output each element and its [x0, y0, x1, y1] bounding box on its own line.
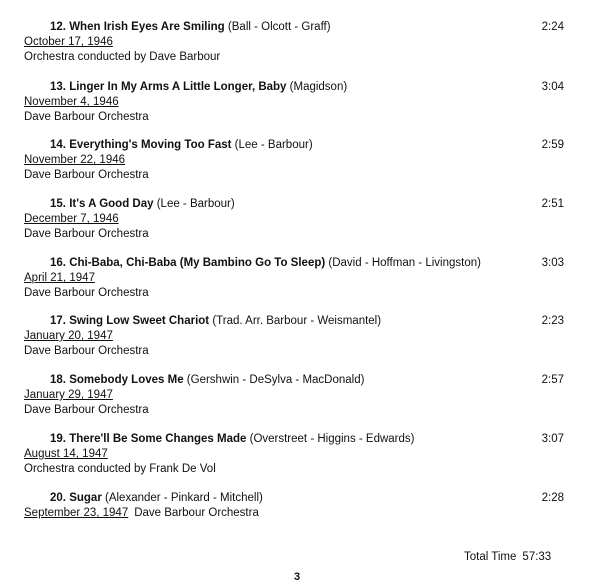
recording-date: December 7, 1946 — [24, 213, 119, 225]
track-13 — [24, 80, 564, 125]
track-credits: (Trad. Arr. Barbour - Weismantel) — [212, 315, 382, 327]
track-title: When Irish Eyes Are Smiling — [69, 21, 225, 33]
track-title: Chi-Baba, Chi-Baba (My Bambino Go To Sleep) — [69, 257, 326, 269]
track-duration: 3:07 — [541, 433, 564, 445]
recording-date: October 17, 1946 — [24, 36, 113, 48]
track-credits: (Magidson) — [289, 81, 348, 93]
track-title-line — [24, 138, 564, 153]
track-credits: (Alexander - Pinkard - Mitchell) — [105, 492, 263, 504]
track-title-text — [50, 197, 235, 212]
track-title-text — [50, 256, 481, 271]
recording-date: January 29, 1947 — [24, 389, 113, 401]
performer: Orchestra conducted by Frank De Vol — [24, 463, 216, 475]
track-duration: 3:03 — [541, 257, 564, 269]
track-credits: (Lee - Barbour) — [156, 198, 235, 210]
track-15 — [24, 197, 564, 242]
track-duration: 2:28 — [541, 492, 564, 504]
track-title: Sugar — [69, 492, 102, 504]
track-number: 13. — [50, 81, 66, 93]
track-19 — [24, 432, 564, 477]
track-title: Somebody Loves Me — [69, 374, 184, 386]
track-credits: (Overstreet - Higgins - Edwards) — [249, 433, 415, 445]
track-number: 12. — [50, 21, 66, 33]
recording-date: April 21, 1947 — [24, 272, 95, 284]
recording-date: September 23, 1947 — [24, 507, 129, 519]
track-credits: (Gershwin - DeSylva - MacDonald) — [186, 374, 365, 386]
track-title-text — [50, 314, 381, 329]
performer: Dave Barbour Orchestra — [134, 507, 259, 519]
track-title: There'll Be Some Changes Made — [69, 433, 247, 445]
track-title-text — [50, 373, 364, 388]
track-16 — [24, 256, 564, 301]
track-number: 18. — [50, 374, 66, 386]
track-number: 15. — [50, 198, 66, 210]
track-title: It's A Good Day — [69, 198, 154, 210]
track-title-line — [24, 256, 564, 271]
track-title-line — [24, 20, 564, 35]
track-duration: 2:51 — [541, 198, 564, 210]
total-time-value: 57:33 — [522, 551, 552, 563]
track-title-line — [24, 491, 564, 506]
performer: Dave Barbour Orchestra — [24, 404, 149, 416]
track-title-line — [24, 197, 564, 212]
total-time-label: Total Time — [464, 551, 517, 563]
performer: Dave Barbour Orchestra — [24, 287, 149, 299]
track-title-text — [50, 20, 331, 35]
track-18 — [24, 373, 564, 418]
track-credits: (Ball - Olcott - Graff) — [227, 21, 331, 33]
track-duration: 2:57 — [541, 374, 564, 386]
track-title: Swing Low Sweet Chariot — [69, 315, 210, 327]
track-duration: 2:24 — [541, 21, 564, 33]
track-title: Linger In My Arms A Little Longer, Baby — [69, 81, 287, 93]
track-duration: 2:23 — [541, 315, 564, 327]
track-title-line — [24, 314, 564, 329]
recording-date: January 20, 1947 — [24, 330, 113, 342]
recording-date: November 4, 1946 — [24, 96, 119, 108]
recording-date: August 14, 1947 — [24, 448, 108, 460]
track-title-text — [50, 432, 414, 447]
track-number: 20. — [50, 492, 66, 504]
recording-date: November 22, 1946 — [24, 154, 126, 166]
performer: Dave Barbour Orchestra — [24, 345, 149, 357]
track-credits: (Lee - Barbour) — [234, 139, 313, 151]
performer: Dave Barbour Orchestra — [24, 111, 149, 123]
track-title-line — [24, 432, 564, 447]
page-number: 3 — [294, 571, 301, 583]
track-number: 19. — [50, 433, 66, 445]
track-20 — [24, 491, 564, 521]
track-number: 14. — [50, 139, 66, 151]
track-title-text — [50, 491, 263, 506]
track-title-line — [24, 80, 564, 95]
performer: Orchestra conducted by Dave Barbour — [24, 51, 221, 63]
track-number: 17. — [50, 315, 66, 327]
track-12 — [24, 20, 564, 65]
track-14 — [24, 138, 564, 183]
track-title-text — [50, 138, 313, 153]
track-title-line — [24, 373, 564, 388]
performer: Dave Barbour Orchestra — [24, 169, 149, 181]
track-17 — [24, 314, 564, 359]
track-credits: (David - Hoffman - Livingston) — [328, 257, 481, 269]
track-number: 16. — [50, 257, 66, 269]
total-time — [464, 550, 551, 565]
track-duration: 2:59 — [541, 139, 564, 151]
performer: Dave Barbour Orchestra — [24, 228, 149, 240]
track-duration: 3:04 — [541, 81, 564, 93]
track-title-text — [50, 80, 347, 95]
track-title: Everything's Moving Too Fast — [69, 139, 232, 151]
